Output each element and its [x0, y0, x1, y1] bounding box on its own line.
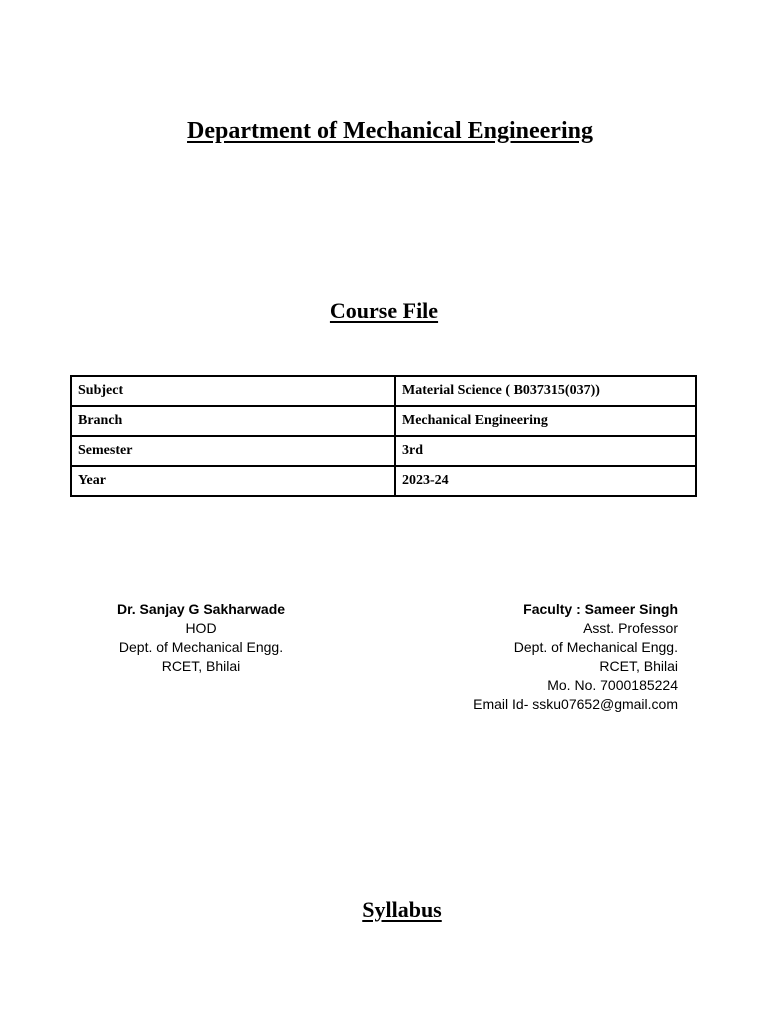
year-label: Year	[71, 466, 395, 496]
course-info-table	[70, 375, 697, 497]
faculty-signature-block	[420, 600, 678, 714]
branch-value: Mechanical Engineering	[395, 406, 696, 436]
faculty-department: Dept. of Mechanical Engg.	[513, 639, 678, 655]
hod-institute: RCET, Bhilai	[161, 658, 241, 674]
subject-label: Subject	[71, 376, 395, 406]
hod-signature-block	[100, 600, 302, 676]
subject-value: Material Science ( B037315(037))	[395, 376, 696, 406]
hod-name: Dr. Sanjay G Sakharwade	[116, 601, 286, 617]
table-row-subject	[71, 376, 696, 406]
faculty-institute: RCET, Bhilai	[599, 658, 678, 674]
hod-department: Dept. of Mechanical Engg.	[118, 639, 284, 655]
faculty-email: Email Id- ssku07652@gmail.com	[473, 696, 678, 712]
table-row-year	[71, 466, 696, 496]
semester-value: 3rd	[395, 436, 696, 466]
semester-label: Semester	[71, 436, 395, 466]
faculty-designation: Asst. Professor	[583, 620, 678, 636]
year-value: 2023-24	[395, 466, 696, 496]
syllabus-title: Syllabus	[362, 897, 442, 922]
faculty-name: Faculty : Sameer Singh	[523, 601, 678, 617]
course-file-title: Course File	[329, 298, 439, 323]
table-row-semester	[71, 436, 696, 466]
hod-designation: HOD	[185, 620, 217, 636]
department-title: Department of Mechanical Engineering	[187, 118, 593, 144]
table-row-branch	[71, 406, 696, 436]
branch-label: Branch	[71, 406, 395, 436]
faculty-mobile: Mo. No. 7000185224	[547, 677, 678, 693]
